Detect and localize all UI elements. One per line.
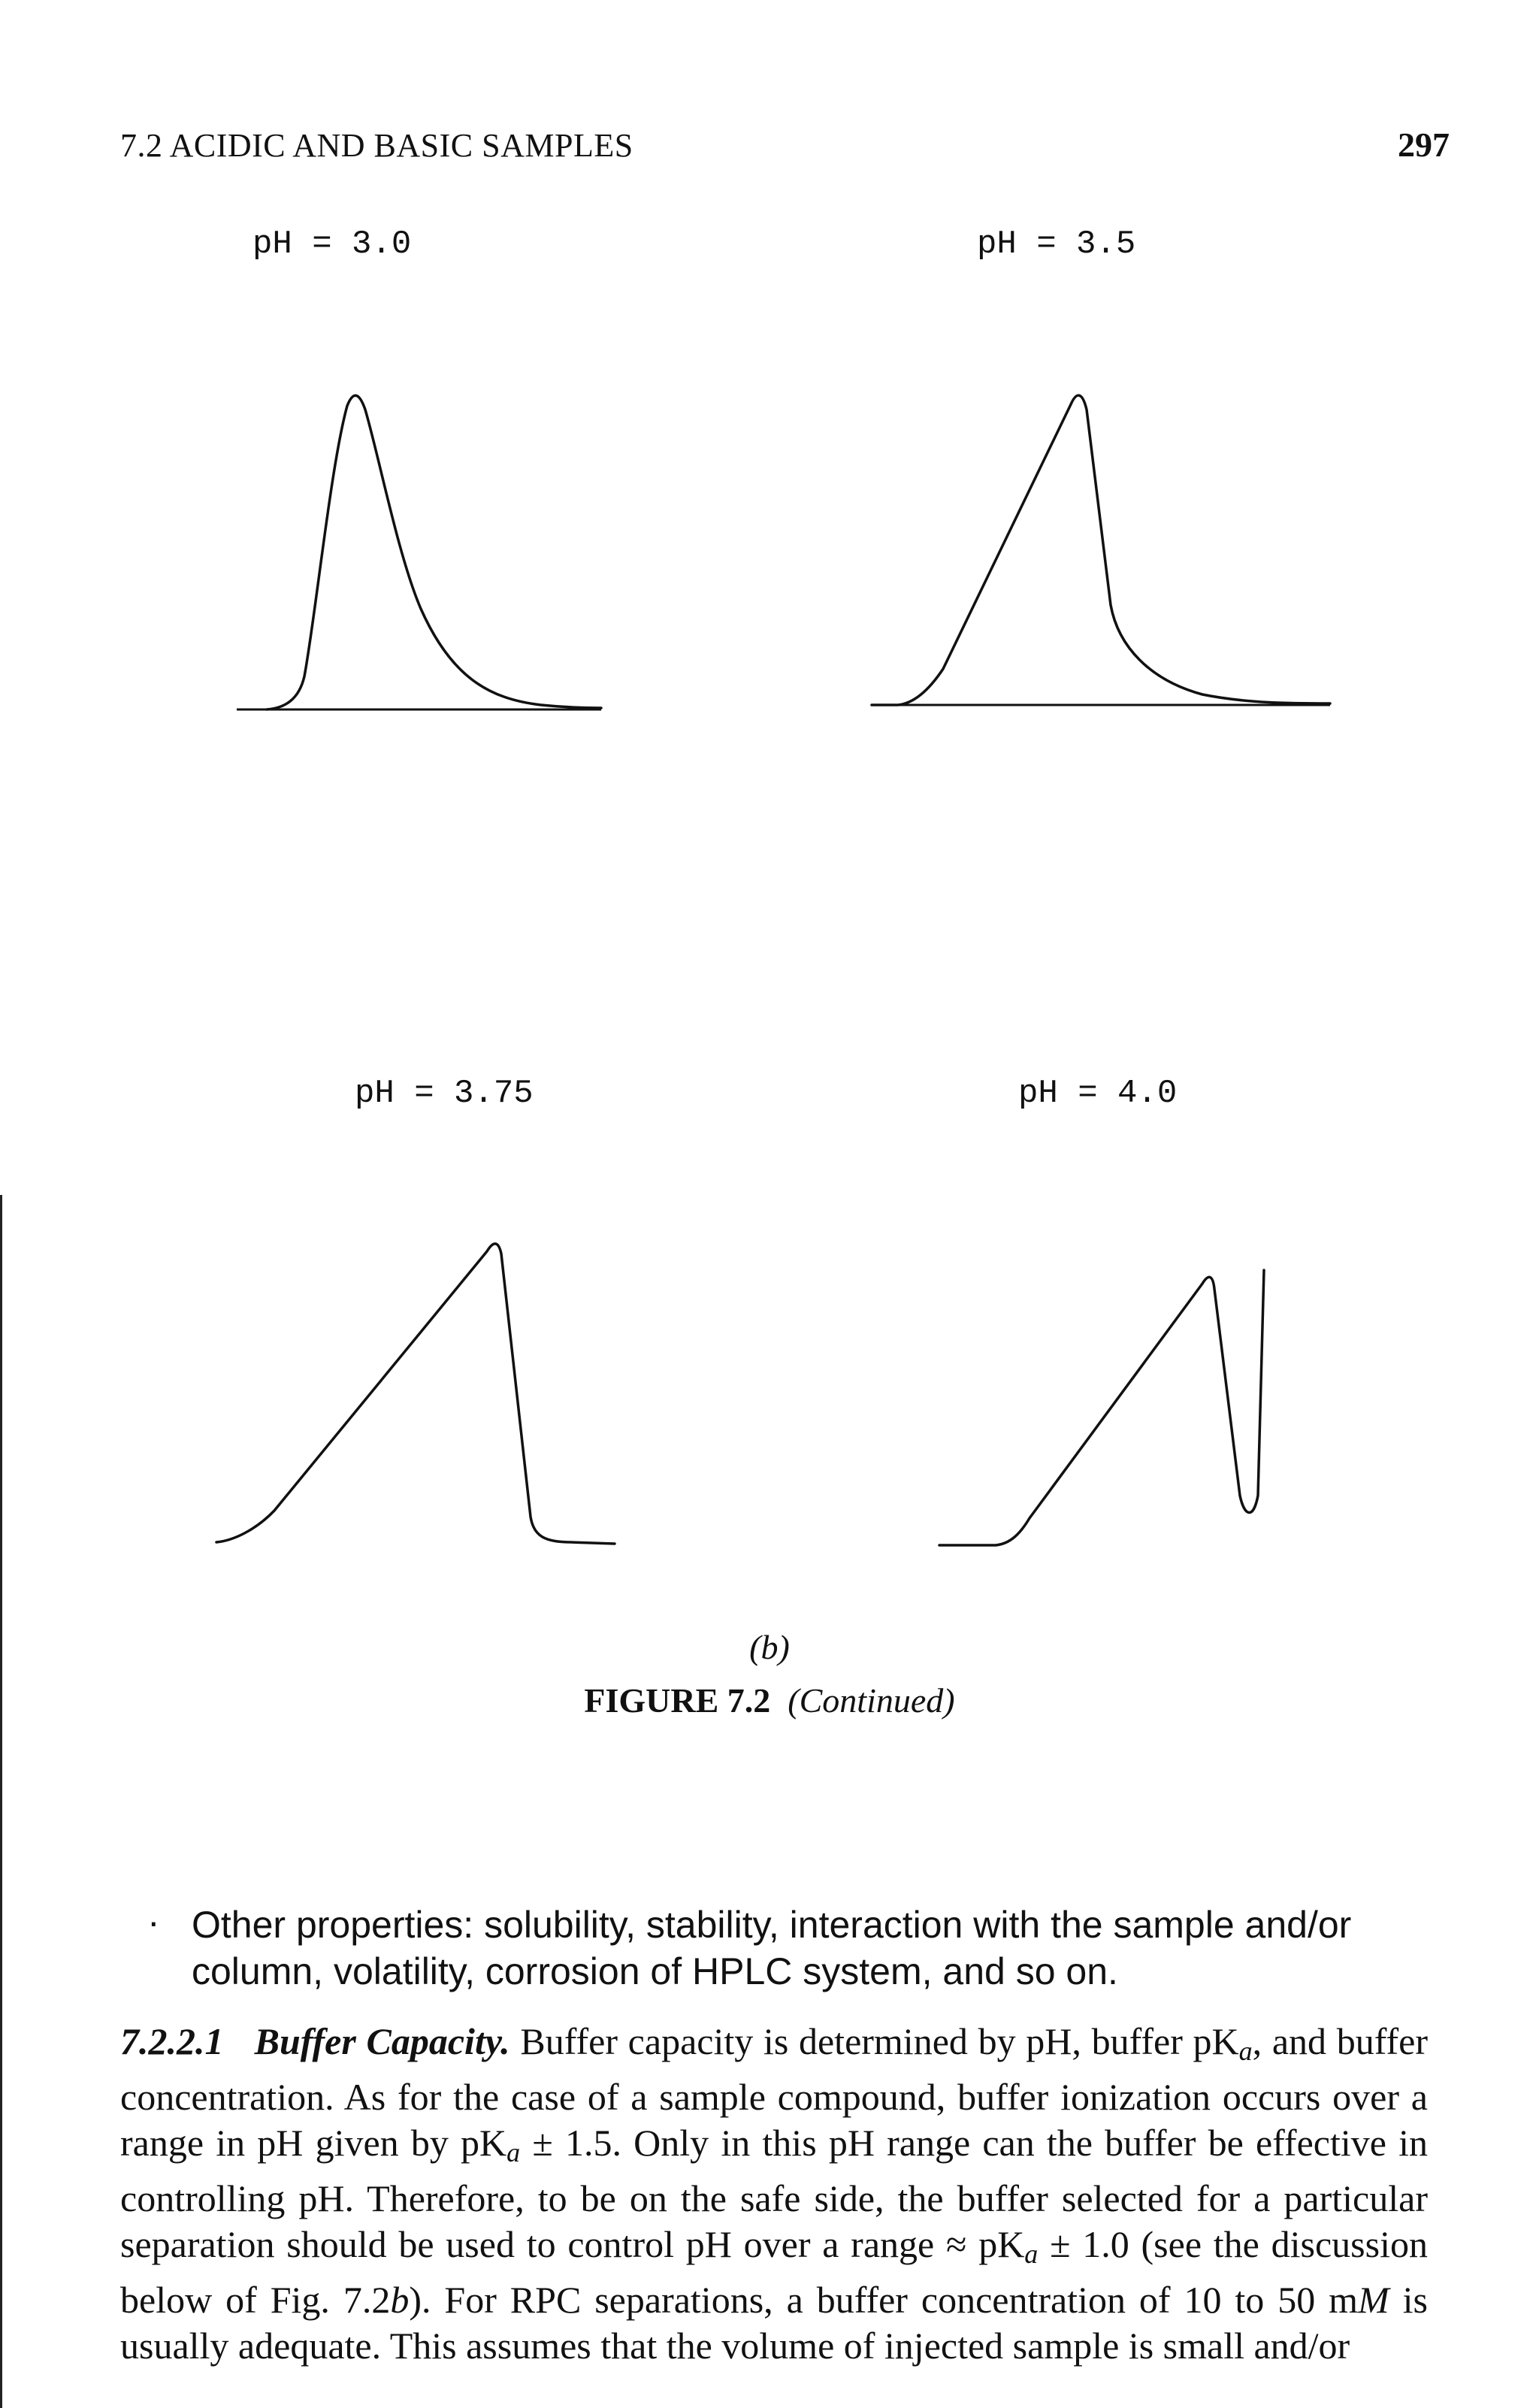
section-fig-ref: b <box>390 2279 410 2321</box>
section-sub-a-2: a <box>506 2137 521 2168</box>
panel-label-ph-3-75: pH = 3.75 <box>355 1075 534 1112</box>
caption-note: (Continued) <box>788 1681 955 1720</box>
panel-label-ph-4-0: pH = 4.0 <box>1018 1075 1178 1112</box>
chromatogram-ph-3-5 <box>872 395 1330 705</box>
panel-label-ph-3-5: pH = 3.5 <box>977 225 1136 263</box>
figure-part-label: (b) <box>749 1628 790 1666</box>
bullet-paragraph-visible <box>147 1901 1450 1995</box>
bullet-text-content: Other properties: solubility, stability, interaction with the sample and/or column, volatility, corrosion of HPLC system, and so on. <box>192 1904 1352 1992</box>
section-line-4: ± 1.0 (see the discussion below of Fig. 7.2 <box>120 2223 1428 2321</box>
bullet-marker: · <box>147 1901 160 1943</box>
panel-label-ph-3-0: pH = 3.0 <box>252 225 412 263</box>
peak-ph-4-0 <box>939 1270 1264 1545</box>
section-line-3: ± 1.5. Only in this pH range can the buffer be effective in controlling pH. Therefore, to be on the safe side, the buffer selected for a particular separation should be used to control pH over a range ≈ pK <box>120 2122 1429 2265</box>
peak-ph-3-5 <box>872 395 1330 705</box>
section-line-5: ). For RPC separations, a buffer concentration of 10 to 50 m <box>409 2279 1359 2321</box>
section-number: 7.2.2.1 <box>120 2020 224 2062</box>
section-title: Buffer Capacity. <box>254 2020 510 2062</box>
section-sub-a-3: a <box>1024 2239 1039 2269</box>
section-line-6: is usually adequate. This assumes that the volume of injected sample is small and/or <box>120 2279 1428 2367</box>
figure-caption <box>0 1680 1539 1720</box>
section-line-1: Buffer capacity is determined by pH, buffer pK <box>520 2020 1239 2062</box>
section-paragraph: 7.2.2.1 Buffer Capacity. Buffer capacity is determined by pH, buffer pKa, and buffer concentration. As for the case of a sample compound, buffer ionization occurs over a range in pH given by pKa ± 1.5. Only in this pH range can the buffer be effective in controlling pH. Therefore, to be on the safe side, the buffer selected for a particular separation should be used to control pH over a range ≈ pKa ± 1.0 (see the discussion below of Fig. 7.2b). For RPC separations, a buffer concentration of 10 to 50 mM is usually adequate. This assumes that the volume of injected sample is small and/or <box>120 2020 1429 2367</box>
peak-ph-3-75 <box>216 1244 615 1544</box>
section-line-2: and buffer concentration. As for the case of a sample compound, buffer ionization occurs over a range in pH given by pK <box>120 2020 1428 2164</box>
running-head: 7.2 ACIDIC AND BASIC SAMPLES <box>120 127 633 164</box>
section-sub-a-1: a <box>1238 2036 1253 2066</box>
section-unit: M <box>1358 2279 1389 2321</box>
chromatogram-ph-4-0 <box>939 1270 1264 1545</box>
page-number: 297 <box>1398 126 1450 164</box>
left-margin-rule <box>0 1195 2 2408</box>
peak-ph-3-0 <box>267 395 601 709</box>
caption-figure-number: FIGURE 7.2 <box>584 1681 771 1720</box>
chromatogram-ph-3-75 <box>216 1244 615 1544</box>
chromatogram-ph-3-0 <box>237 395 601 709</box>
